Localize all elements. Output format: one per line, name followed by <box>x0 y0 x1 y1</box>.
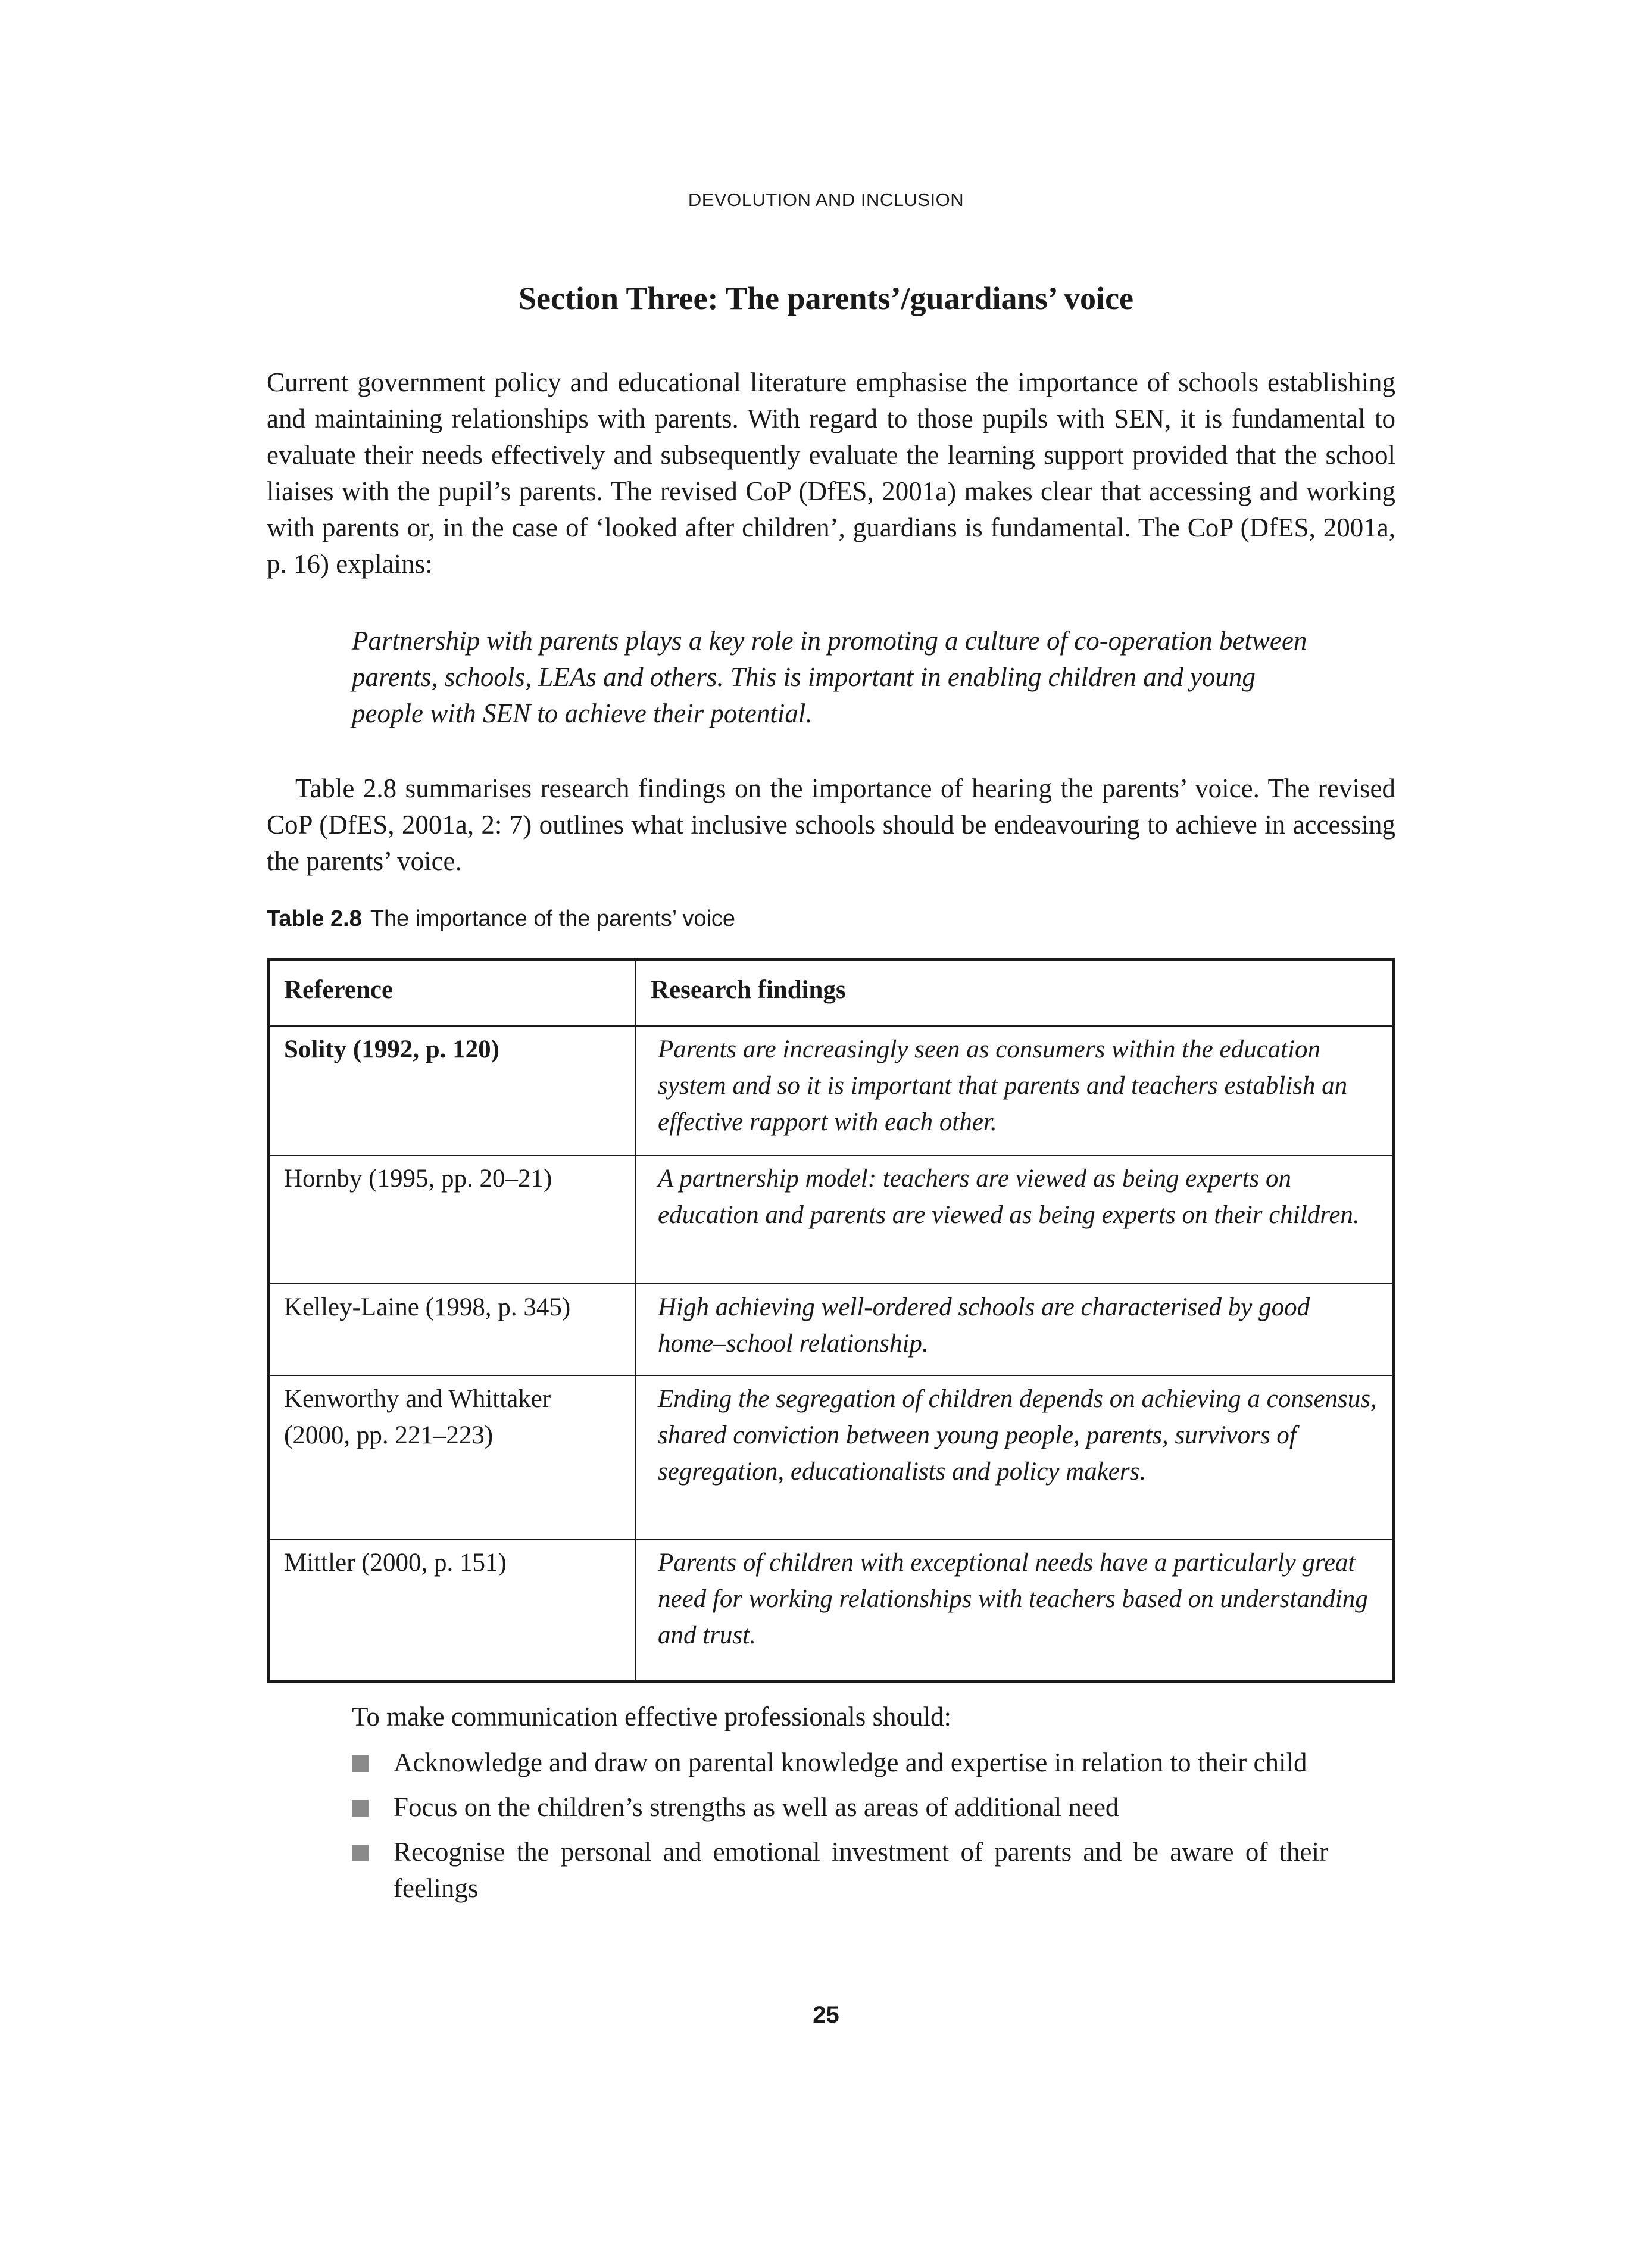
page-number: 25 <box>813 2002 839 2028</box>
square-bullet-icon <box>352 1845 369 1861</box>
table-row <box>268 1284 1394 1375</box>
finding-cell: Parents are increasingly seen as consumers within the education system and so it is important that parents and teachers establish an effective rapport with each other. <box>636 1026 1394 1155</box>
table-caption-label: Table 2.8 <box>267 906 362 931</box>
paragraph-1: Current government policy and educational literature emphasise the importance of schools establishing and maintaining relationships with parents. With regard to those pupils with SEN, it is fundamental to evaluate their needs effectively and subsequently evaluate the learning support provided that the school liaises with the pupil’s parents. The revised CoP (DfES, 2001a) makes clear that accessing and working with parents or, in the case of ‘looked after children’, guardians is fundamental. The CoP (DfES, 2001a, p. 16) explains: <box>267 367 1395 579</box>
list-item-text: Focus on the children’s strengths as well as areas of additional need <box>394 1792 1119 1822</box>
running-header: DEVOLUTION AND INCLUSION <box>688 189 964 210</box>
list-item <box>352 1745 1328 1781</box>
paragraph-2: Table 2.8 summarises research findings on the importance of hearing the parents’ voice. The revised CoP (DfES, 2001a, 2: 7) outlines what inclusive schools should be endeavouring to achieve in accessing the parents’ voice. <box>267 773 1395 876</box>
finding-cell: High achieving well-ordered schools are characterised by good home–school relationship. <box>636 1284 1394 1375</box>
block-quote: Partnership with parents plays a key role in promoting a culture of co-operation between parents, schools, LEAs and others. This is important in enabling children and young people with SEN to achieve their potential. <box>352 626 1307 728</box>
table-row <box>268 1539 1394 1681</box>
column-header-findings: Research findings <box>636 960 1394 1027</box>
recommendations-list <box>352 1745 1328 1915</box>
reference-cell: Kelley-Laine (1998, p. 345) <box>268 1284 636 1375</box>
table-caption-text: The importance of the parents’ voice <box>370 906 736 931</box>
table-caption <box>267 906 735 932</box>
table-row <box>268 1026 1394 1155</box>
finding-cell: Parents of children with exceptional needs have a particularly great need for working relationships with teachers based on understanding and trust. <box>636 1539 1394 1681</box>
square-bullet-icon <box>352 1755 369 1772</box>
finding-cell: Ending the segregation of children depends on achieving a consensus, shared conviction between young people, parents, survivors of segregation, educationalists and policy makers. <box>636 1375 1394 1539</box>
square-bullet-icon <box>352 1800 369 1817</box>
section-title: Section Three: The parents’/guardians’ voice <box>518 280 1133 316</box>
list-intro: To make communication effective professionals should: <box>352 1702 952 1731</box>
research-findings-table <box>267 958 1395 1683</box>
list-item <box>352 1789 1328 1826</box>
table-row <box>268 1375 1394 1539</box>
finding-cell: A partnership model: teachers are viewed as being experts on education and parents are viewed as being experts on their children. <box>636 1155 1394 1284</box>
list-item-text: Acknowledge and draw on parental knowledge and expertise in relation to their child <box>394 1748 1307 1777</box>
reference-cell: Mittler (2000, p. 151) <box>268 1539 636 1681</box>
table-row <box>268 1155 1394 1284</box>
list-item-text: Recognise the personal and emotional investment of parents and be aware of their feelings <box>394 1837 1328 1903</box>
list-item <box>352 1834 1328 1907</box>
table-header-row <box>268 960 1394 1027</box>
reference-cell: Hornby (1995, pp. 20–21) <box>268 1155 636 1284</box>
column-header-reference: Reference <box>268 960 636 1027</box>
reference-cell: Solity (1992, p. 120) <box>268 1026 636 1155</box>
reference-cell: Kenworthy and Whittaker (2000, pp. 221–223) <box>268 1375 636 1539</box>
